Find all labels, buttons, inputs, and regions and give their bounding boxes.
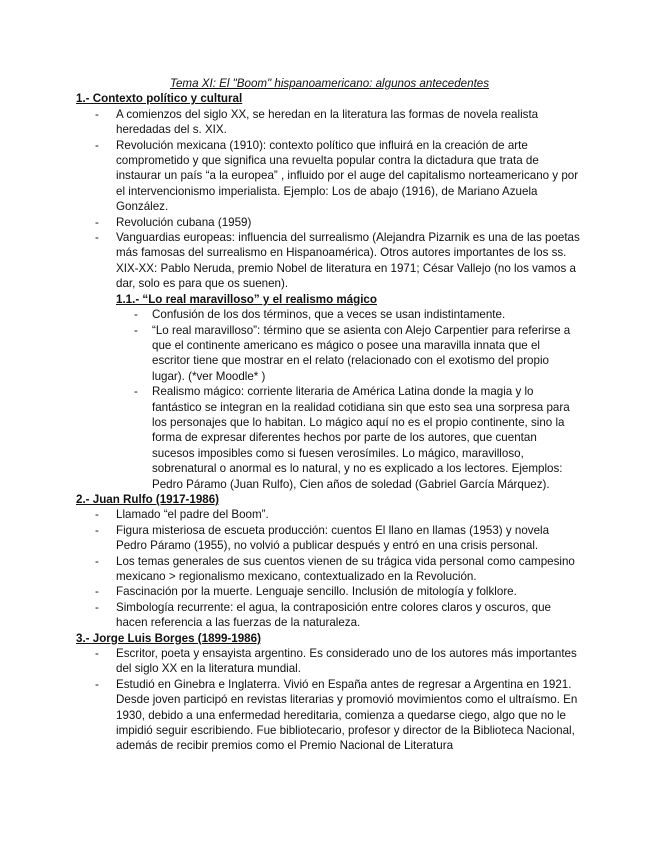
subsection-1-1-list — [76, 307, 581, 492]
bullet-marker: - — [95, 107, 99, 121]
list-item-text: A comienzos del siglo XX, se heredan en la literatura las formas de novela realista heredadas del s. XIX. — [116, 107, 539, 137]
bullet-marker: - — [95, 508, 99, 522]
bullet-marker: - — [95, 231, 99, 245]
section-heading-juan-rulfo: 2.- Juan Rulfo (1917-1986) — [76, 492, 220, 506]
list-item-text: Simbología recurrente: el agua, la contraposición entre colores claros y oscuros, que hacen referencia a las fuerzas de la naturaleza. — [116, 600, 551, 630]
bullet-marker: - — [134, 385, 138, 399]
bullet-marker: - — [95, 523, 99, 537]
bullet-marker: - — [134, 323, 138, 337]
list-item-text: Estudió en Ginebra e Inglaterra. Vivió en España antes de regresar a Argentina en 1921. Desde joven participó en revistas literarias y promovió movimientos como el ultraísmo. En 1930, debido a una enfermedad hereditaria, comienza a quedarse ciego, algo que no le impidió seguir escribiendo. Fue bibliotecario, profesor y director de la Biblioteca Nacional, además de recibir premios como el Premio Nacional de Literatura — [116, 677, 578, 753]
list-item-text: Los temas generales de sus cuentos vienen de su trágica vida personal como campesino mexicano > regionalismo mexicano, contextualizado en la Revolución. — [116, 554, 575, 583]
bullet-marker: - — [95, 215, 99, 229]
section-2-list — [76, 507, 581, 630]
list-item-text: Fascinación por la muerte. Lenguaje sencillo. Inclusión de mitología y folklore. — [116, 585, 517, 599]
bullet-marker: - — [95, 585, 99, 599]
bullet-marker: - — [95, 647, 99, 661]
list-item-text: Realismo mágico: corriente literaria de América Latina donde la magia y lo fantástico se integran en la realidad cotidiana sin que esto sea una sorpresa para los personajes que lo habitan. Lo mágico aquí no es el propio continente, sino la forma de expresar diferentes hechos por parte de los autores, que cuentan sucesos imposibles como si fuesen verosímiles. Lo mágico, maravilloso, sobrenatural o anormal es lo natural, y no es explicado a los lectores. Ejemplos: Pedro Páramo (Juan Rulfo), Cien años de soledad (Gabriel García Márquez). — [152, 385, 570, 491]
list-item-text: Escritor, poeta y ensayista argentino. Es considerado uno de los autores más importantes del siglo XX en la literatura mundial. — [116, 647, 577, 676]
list-item — [76, 554, 581, 585]
bullet-marker: - — [95, 554, 99, 568]
list-item — [76, 307, 581, 322]
subsection-heading-real-maravilloso: 1.1.- “Lo real maravilloso” y el realismo mágico — [116, 292, 377, 306]
list-item-text: “Lo real maravilloso”: término que se asienta con Alejo Carpentier para referirse a que el continente americano es mágico o posee una maravilla innata que el escritor tiene que mostrar en el relato (relacionado con el exotismo del propio lugar). (*ver Moodle* ) — [152, 323, 571, 383]
list-item — [76, 323, 581, 385]
list-item — [76, 230, 581, 292]
list-item-text: Vanguardias europeas: influencia del surrealismo (Alejandra Pizarnik es una de las poetas más famosas del surrealismo en Hispanoamérica). Otros autores importantes de los ss. XIX-XX: Pablo Neruda, premio Nobel de literatura en 1971; César Vallejo (no los vamos a dar, solo es para que os suenen). — [116, 231, 580, 291]
document-title: Tema XI: El "Boom" hispanoamericano: algunos antecedentes — [169, 77, 490, 90]
section-3-list — [76, 646, 581, 754]
list-item-text: Revolución cubana (1959) — [116, 215, 252, 229]
bullet-marker: - — [95, 677, 99, 691]
section-1-list — [76, 107, 581, 292]
list-item — [76, 138, 581, 215]
list-item — [76, 523, 581, 554]
list-item — [76, 507, 581, 522]
bullet-marker: - — [95, 600, 99, 614]
list-item — [76, 600, 581, 631]
list-item-text: Confusión de los dos términos, que a veces se usan indistintamente. — [152, 308, 506, 322]
section-heading-contexto: 1.- Contexto político y cultural — [76, 92, 243, 106]
list-item — [76, 384, 581, 492]
list-item-text: Llamado “el padre del Boom”. — [116, 508, 269, 522]
list-item — [76, 584, 581, 599]
list-item-text: Revolución mexicana (1910): contexto político que influirá en la creación de arte comprometido y que significa una revuelta popular contra la dictadura que trata de instaurar un país “a la europea” , influido por el auge del capitalismo norteamericano y por el intervencionismo imperialista. Ejemplo: Los de abajo (1916), de Mariano Azuela González. — [116, 138, 579, 214]
section-heading-borges: 3.- Jorge Luis Borges (1899-1986) — [76, 631, 261, 645]
document-page — [76, 76, 581, 754]
list-item — [76, 215, 581, 230]
bullet-marker: - — [134, 308, 138, 322]
list-item — [76, 107, 581, 138]
list-item-text: Figura misteriosa de escueta producción: cuentos El llano en llamas (1953) y novela Pedro Páramo (1955), no volvió a publicar después y entró en una crisis personal. — [116, 523, 550, 553]
bullet-marker: - — [95, 138, 99, 152]
list-item — [76, 646, 581, 677]
list-item — [76, 677, 581, 754]
